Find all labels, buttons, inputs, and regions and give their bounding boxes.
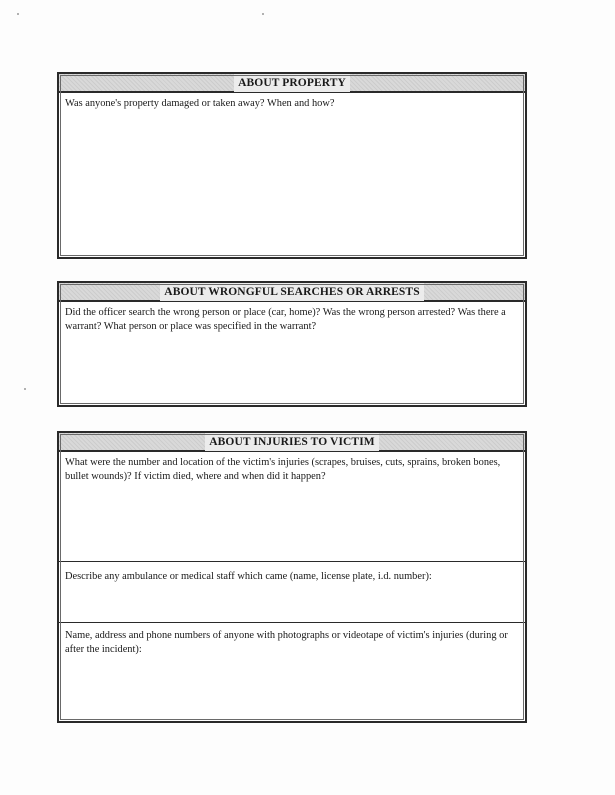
photographs-answer-area[interactable] [59,623,525,723]
property-answer-area[interactable] [59,93,525,257]
injuries-section-title: ABOUT INJURIES TO VICTIM [205,433,378,451]
scan-speck [17,13,19,15]
photographs-question: Name, address and phone numbers of anyone with photographs or videotape of victim's injuries (during or after the incident): [65,630,508,655]
wrongful-searches-section-header [59,283,525,302]
scan-speck [262,13,264,15]
wrongful-searches-question: Did the officer search the wrong person or place (car, home)? Was the wrong person arrested? Was there a warrant? What person or place was specified in the warrant? [65,307,506,332]
wrongful-searches-answer-area[interactable] [59,302,525,405]
property-section-title: ABOUT PROPERTY [234,74,350,92]
property-question: Was anyone's property damaged or taken away? When and how? [65,98,335,109]
scan-speck [24,388,26,390]
injuries-location-question: What were the number and location of the victim's injuries (scrapes, bruises, cuts, sprains, broken bones, bullet wounds)? If victim died, where and when did it happen? [65,457,501,482]
wrongful-searches-section-title: ABOUT WRONGFUL SEARCHES OR ARRESTS [160,283,423,301]
ambulance-question: Describe any ambulance or medical staff which came (name, license plate, i.d. number): [65,571,432,582]
injuries-section [57,431,527,723]
injuries-section-header [59,433,525,452]
injuries-location-answer-area[interactable] [59,452,525,562]
property-section [57,72,527,259]
wrongful-searches-section [57,281,527,407]
property-section-header [59,74,525,93]
ambulance-answer-area[interactable] [59,562,525,623]
